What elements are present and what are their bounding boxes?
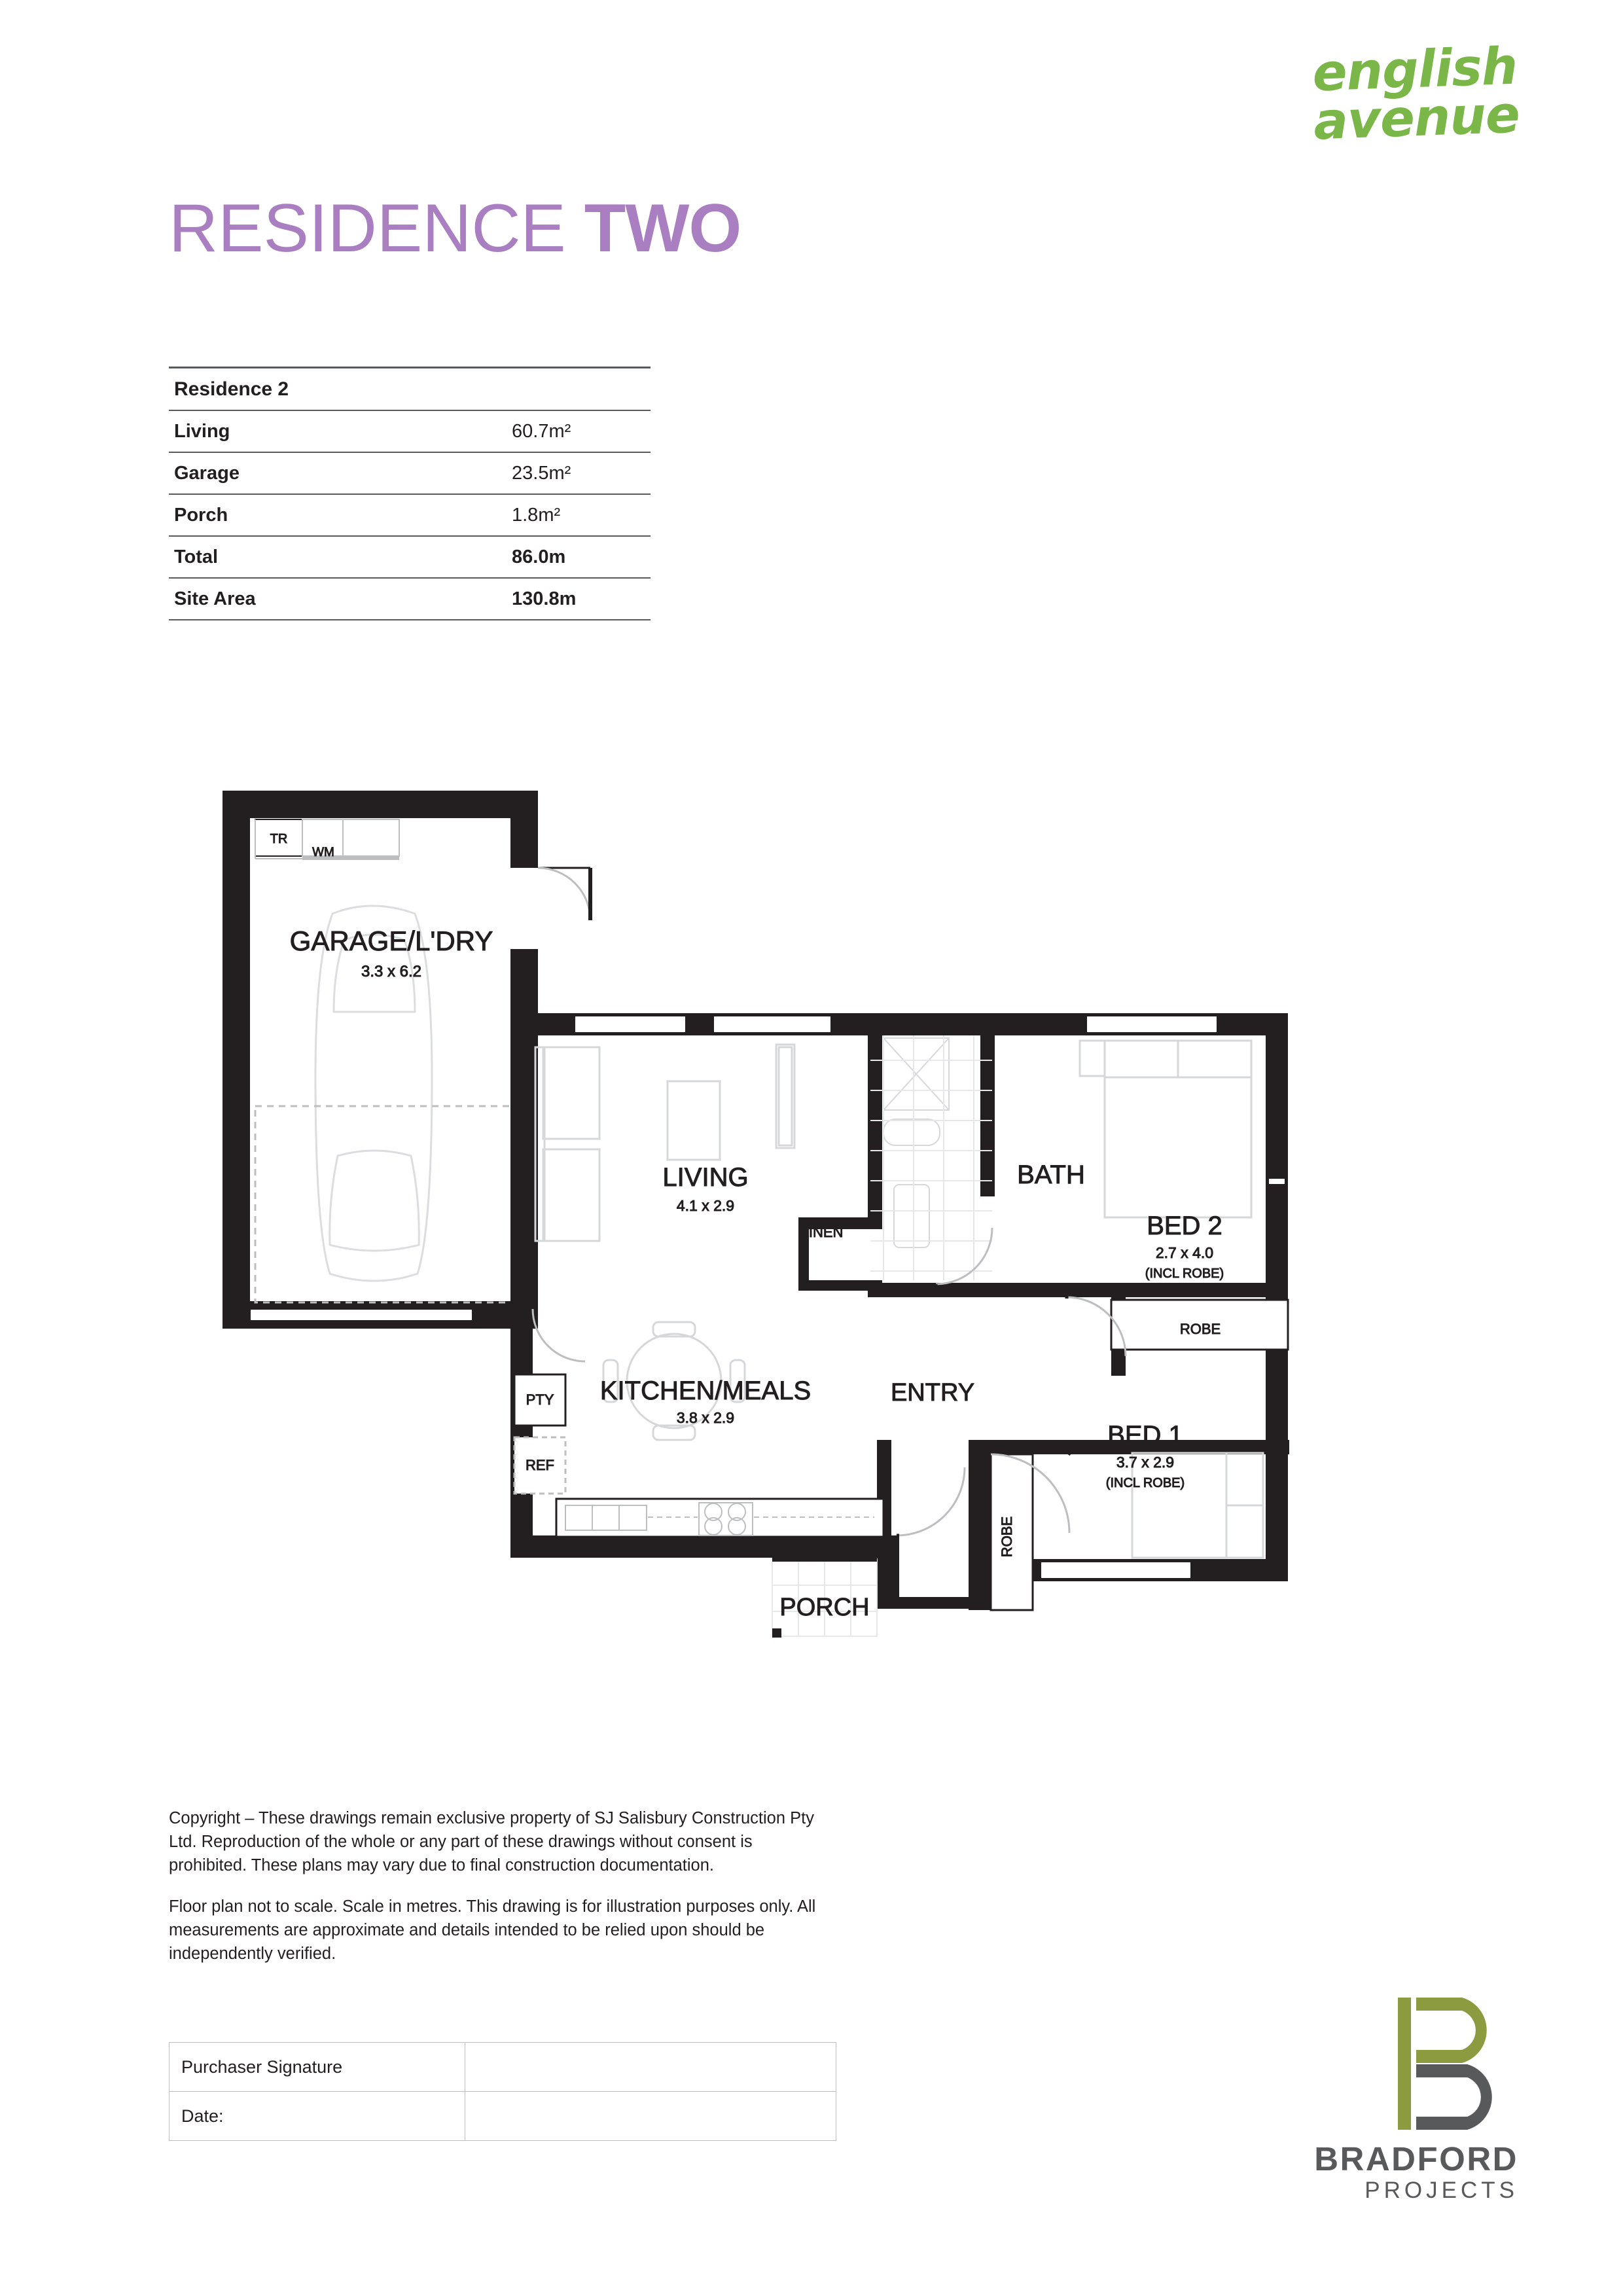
bradford-sub: PROJECTS bbox=[1364, 2178, 1518, 2203]
area-value-porch: 1.8m² bbox=[507, 494, 651, 536]
room-label-porch: PORCH bbox=[779, 1594, 870, 1621]
area-label-total: Total bbox=[169, 536, 507, 578]
date-field[interactable] bbox=[465, 2092, 836, 2141]
fixture-label-pty: PTY bbox=[526, 1391, 554, 1408]
room-dims-bed1: 3.7 x 2.9 bbox=[1116, 1454, 1175, 1471]
room-label-bed1: BED 1 bbox=[1107, 1421, 1183, 1450]
english-avenue-logo bbox=[1311, 37, 1520, 152]
room-dims-living: 4.1 x 2.9 bbox=[676, 1197, 735, 1214]
fixture-label-wm: WM bbox=[312, 846, 334, 859]
bradford-b-icon bbox=[1394, 1995, 1518, 2132]
bradford-projects-logo bbox=[1314, 1995, 1518, 2204]
room-note-bed1: (INCL ROBE) bbox=[1105, 1476, 1185, 1490]
fixture-label-robe-bed1: ROBE bbox=[999, 1516, 1015, 1558]
table-row bbox=[169, 2092, 836, 2141]
disclaimer bbox=[169, 1806, 830, 1982]
page-title bbox=[169, 190, 741, 268]
room-label-bath: BATH bbox=[1017, 1160, 1085, 1189]
room-label-garage: GARAGE/L'DRY bbox=[289, 925, 493, 956]
room-dims-bed2: 2.7 x 4.0 bbox=[1155, 1244, 1214, 1261]
room-label-entry: ENTRY bbox=[890, 1379, 975, 1407]
areas-table-header-row bbox=[169, 368, 651, 411]
table-row bbox=[169, 410, 651, 452]
bradford-name: BRADFORD bbox=[1314, 2140, 1518, 2178]
area-label-porch: Porch bbox=[169, 494, 507, 536]
disclaimer-scale: Floor plan not to scale. Scale in metres. This drawing is for illustration purposes only. All measurements are approximate and details intended to be relied upon should be independently verified. bbox=[169, 1897, 816, 1964]
page-title-bold: TWO bbox=[584, 190, 741, 266]
room-dims-kitchen: 3.8 x 2.9 bbox=[676, 1409, 735, 1426]
room-dims-garage: 3.3 x 6.2 bbox=[361, 963, 422, 980]
fixture-label-tr: TR bbox=[270, 832, 288, 846]
purchaser-signature-field[interactable] bbox=[465, 2043, 836, 2092]
logo-line-1: english bbox=[1311, 37, 1518, 103]
areas-table-header: Residence 2 bbox=[169, 368, 651, 411]
date-label: Date: bbox=[169, 2092, 465, 2141]
room-label-bed2: BED 2 bbox=[1147, 1211, 1222, 1240]
signature-table bbox=[169, 2042, 836, 2141]
logo-line-2: avenue bbox=[1312, 85, 1520, 152]
floor-plan-diagram bbox=[216, 785, 1420, 1715]
area-label-garage: Garage bbox=[169, 452, 507, 494]
table-row bbox=[169, 536, 651, 578]
room-label-living: LIVING bbox=[662, 1163, 749, 1192]
area-label-living: Living bbox=[169, 410, 507, 452]
table-row bbox=[169, 2043, 836, 2092]
page-title-light: RESIDENCE bbox=[169, 190, 566, 266]
area-value-site-area: 130.8m bbox=[507, 578, 651, 620]
area-label-site-area: Site Area bbox=[169, 578, 507, 620]
room-note-bed2: (INCL ROBE) bbox=[1145, 1266, 1224, 1281]
area-value-total: 86.0m bbox=[507, 536, 651, 578]
area-value-living: 60.7m² bbox=[507, 410, 651, 452]
fixture-label-robe-bed2: ROBE bbox=[1179, 1321, 1221, 1337]
purchaser-signature-label: Purchaser Signature bbox=[169, 2043, 465, 2092]
table-row bbox=[169, 452, 651, 494]
table-row bbox=[169, 578, 651, 620]
disclaimer-copyright: Copyright – These drawings remain exclusive property of SJ Salisbury Construction Pty Ltd. Reproduction of the whole or any part of these drawings without consent is prohibited. These plans may vary due to final construction documentation. bbox=[169, 1809, 814, 1875]
table-row bbox=[169, 494, 651, 536]
fixture-label-ref: REF bbox=[526, 1457, 554, 1473]
area-value-garage: 23.5m² bbox=[507, 452, 651, 494]
areas-table bbox=[169, 367, 651, 620]
room-label-linen: LINEN bbox=[800, 1224, 844, 1240]
room-label-kitchen: KITCHEN/MEALS bbox=[599, 1376, 812, 1405]
